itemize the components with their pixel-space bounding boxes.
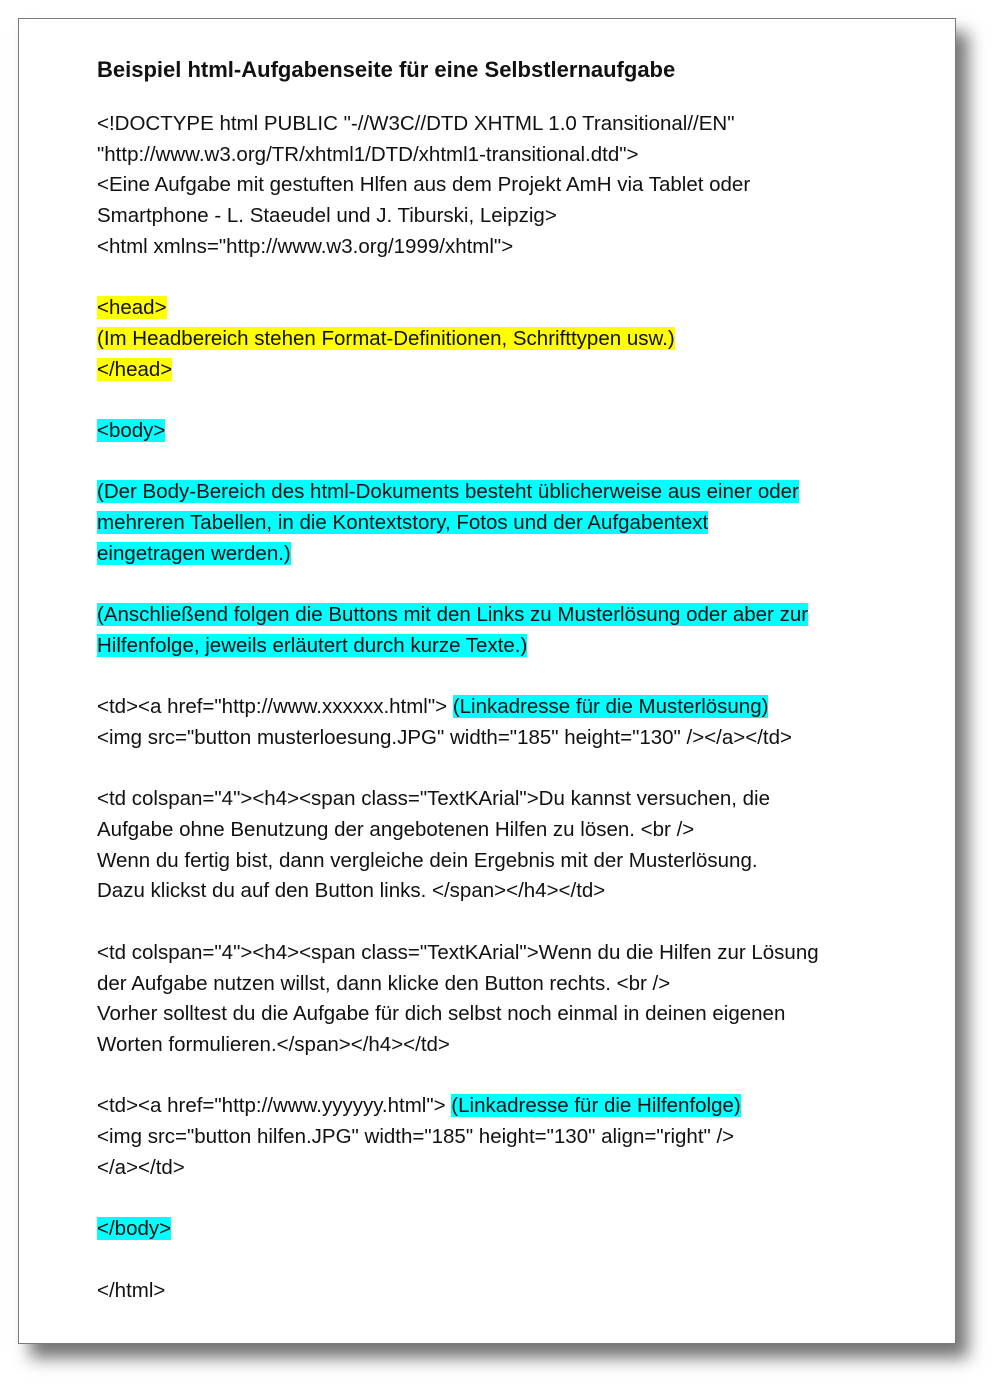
body-open-tag: <body> — [97, 419, 166, 442]
code-line: Worten formulieren.</span></h4></td> — [97, 1032, 450, 1056]
code-line: Vorher solltest du die Aufgabe für dich selbst noch einmal in deinen eigenen — [97, 1002, 786, 1026]
body-description-line: (Anschließend folgen die Buttons mit den Links zu Musterlösung oder aber zur — [97, 603, 809, 627]
body-description-line: Hilfenfolge, jeweils erläutert durch kurze Texte.) — [97, 633, 528, 657]
doctype-block — [97, 109, 917, 263]
html-close-tag: </html> — [97, 1278, 166, 1302]
help-link-block — [97, 1091, 917, 1183]
help-link-note: (Linkadresse für die Hilfenfolge) — [451, 1094, 741, 1118]
solution-link-block — [97, 692, 917, 753]
code-line: <td colspan="4"><h4><span class="TextKArial">Du kannst versuchen, die — [97, 787, 770, 811]
solution-link-note: (Linkadresse für die Musterlösung) — [452, 695, 769, 719]
code-line: Dazu klickst du auf den Button links. </span></h4></td> — [97, 879, 606, 903]
code-line: <!DOCTYPE html PUBLIC "-//W3C//DTD XHTML 1.0 Transitional//EN" — [97, 112, 735, 135]
code-line: Aufgabe ohne Benutzung der angebotenen Hilfen zu lösen. <br /> — [97, 818, 695, 842]
body-description-line: (Der Body-Bereich des html-Dokuments besteht üblicherweise aus einer oder — [97, 480, 799, 504]
code-line: <Eine Aufgabe mit gestuften Hlfen aus dem Projekt AmH via Tablet oder — [97, 173, 751, 197]
code-line: Wenn du fertig bist, dann vergleiche dein Ergebnis mit der Musterlösung. — [97, 848, 758, 872]
td-help-text-block — [97, 938, 917, 1061]
head-close-tag: </head> — [97, 357, 173, 381]
help-link-end-code: </a></td> — [97, 1155, 185, 1179]
body-close-tag: </body> — [97, 1217, 172, 1241]
body-description-2 — [97, 600, 917, 661]
code-line: <html xmlns="http://www.w3.org/1999/xhtml"> — [97, 234, 514, 258]
body-description-line: eingetragen werden.) — [97, 541, 291, 565]
solution-image-code: <img src="button musterloesung.JPG" width="185" height="130" /></a></td> — [97, 725, 792, 749]
td-solution-text-block — [97, 784, 917, 907]
head-block — [97, 293, 917, 385]
code-line: der Aufgabe nutzen willst, dann klicke den Button rechts. <br /> — [97, 971, 671, 995]
document-content — [97, 55, 917, 1337]
body-close-block — [97, 1214, 917, 1245]
body-description-line: mehreren Tabellen, in die Kontextstory, Fotos und der Aufgabentext — [97, 511, 709, 535]
html-close-block — [97, 1276, 917, 1307]
help-link-code: <td><a href="http://www.yyyyyy.html"> — [97, 1094, 452, 1118]
code-line: "http://www.w3.org/TR/xhtml1/DTD/xhtml1-transitional.dtd"> — [97, 142, 639, 166]
document-page — [18, 18, 956, 1344]
body-description-1 — [97, 477, 917, 569]
body-open-block — [97, 416, 917, 447]
code-line: <td colspan="4"><h4><span class="TextKArial">Wenn du die Hilfen zur Lösung — [97, 940, 819, 964]
help-image-code: <img src="button hilfen.JPG" width="185" height="130" align="right" /> — [97, 1125, 735, 1149]
head-open-tag: <head> — [97, 296, 167, 320]
solution-link-code: <td><a href="http://www.xxxxxx.html"> — [97, 695, 453, 719]
code-line: Smartphone - L. Staeudel und J. Tiburski, Leipzig> — [97, 204, 557, 228]
head-description: (Im Headbereich stehen Format-Definitionen, Schrifttypen usw.) — [97, 326, 675, 350]
page-title: Beispiel html-Aufgabenseite für eine Selbstlernaufgabe — [97, 57, 676, 82]
